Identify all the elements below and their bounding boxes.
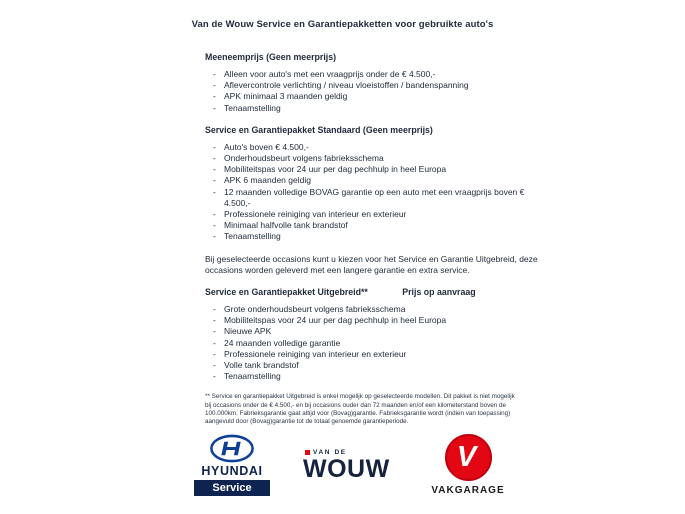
section-heading-text: Service en Garantiepakket Uitgebreid** xyxy=(205,287,368,298)
vakgarage-wordmark: VAKGARAGE xyxy=(431,485,505,496)
list-item: - Mobiliteitspas voor 24 uur per dag pechhulp in heel Europa xyxy=(213,164,548,175)
list-item: - Alleen voor auto's met een vraagprijs onder de € 4.500,- xyxy=(213,69,548,80)
list-item: - Professionele reiniging van interieur en exterieur xyxy=(213,349,548,360)
uitgebreid-intro: Bij geselecteerde occasions kunt u kiezen voor het Service en Garantie Uitgebreid, deze occasions worden geleverd met een langere garantie en extra service. xyxy=(205,253,538,275)
section-standaard xyxy=(205,125,575,243)
wouw-vande-text: VAN DE xyxy=(313,449,347,456)
page-title: Van de Wouw Service en Garantiepakketten voor gebruikte auto's xyxy=(191,19,494,30)
list-item: - 12 maanden volledige BOVAG garantie op een auto met een vraagprijs boven € 4.500,- xyxy=(213,187,548,209)
hyundai-service-badge: Service xyxy=(194,480,270,496)
list-item: - Tenaamstelling xyxy=(213,371,548,382)
list-item: - 24 maanden volledige garantie xyxy=(213,338,548,349)
list-item: - Professionele reiniging van interieur en exterieur xyxy=(213,209,548,220)
list-item: - Grote onderhoudsbeurt volgens fabrieksschema xyxy=(213,304,548,315)
hyundai-service-logo xyxy=(190,434,274,496)
footnote: ** Service en garantiepakket Uitgebreid is enkel mogelijk op geselecteerde modellen. Dit pakket is niet mogelijk bij occasions onder de € 4.500,- en bij occasions ouder dan 72 maanden en/of een kilometerstand boven de 100.000km. Fabrieksgarantie gaat altijd voor (Bovag)garantie. Fabrieksgarantie wordt (indien van toepassing) aangevuld door (Bovag)garantie tot de totaal genoemde garantieperiode. xyxy=(205,393,515,426)
section-heading: Service en Garantiepakket Standaard (Geen meerprijs) xyxy=(205,124,433,135)
vakgarage-logo xyxy=(428,434,508,496)
vakgarage-v-icon xyxy=(445,434,492,481)
hyundai-wordmark: HYUNDAI xyxy=(201,464,263,478)
list-item: - Onderhoudsbeurt volgens fabrieksschema xyxy=(213,153,548,164)
list-item: - Tenaamstelling xyxy=(213,231,548,242)
list-item: - Tenaamstelling xyxy=(213,103,548,114)
vakgarage-v-letter: V xyxy=(456,441,477,473)
section-heading xyxy=(205,287,575,298)
list-item: - Nieuwe APK xyxy=(213,326,548,337)
wouw-wordmark: WOUW xyxy=(303,455,390,483)
bullet-list xyxy=(213,69,548,114)
list-item: - Volle tank brandstof xyxy=(213,360,548,371)
van-de-wouw-logo xyxy=(303,449,399,482)
list-item: - Auto's boven € 4.500,- xyxy=(213,142,548,153)
bullet-list xyxy=(213,142,548,243)
price-label: Prijs op aanvraag xyxy=(402,287,476,298)
list-item: - APK minimaal 3 maanden geldig xyxy=(213,91,548,102)
list-item: - Aflevercontrole verlichting / niveau vloeistoffen / bandenspanning xyxy=(213,80,548,91)
section-uitgebreid xyxy=(205,287,575,382)
section-meeneemprijs xyxy=(205,52,575,114)
list-item: - Minimaal halfvolle tank brandstof xyxy=(213,220,548,231)
bullet-list xyxy=(213,304,548,382)
document-content xyxy=(205,52,575,426)
list-item: - APK 6 maanden geldig xyxy=(213,175,548,186)
section-heading: Meeneemprijs (Geen meerprijs) xyxy=(205,52,337,62)
logo-row xyxy=(190,434,508,496)
list-item: - Mobiliteitspas voor 24 uur per dag pechhulp in heel Europa xyxy=(213,315,548,326)
hyundai-h-icon xyxy=(208,434,256,463)
